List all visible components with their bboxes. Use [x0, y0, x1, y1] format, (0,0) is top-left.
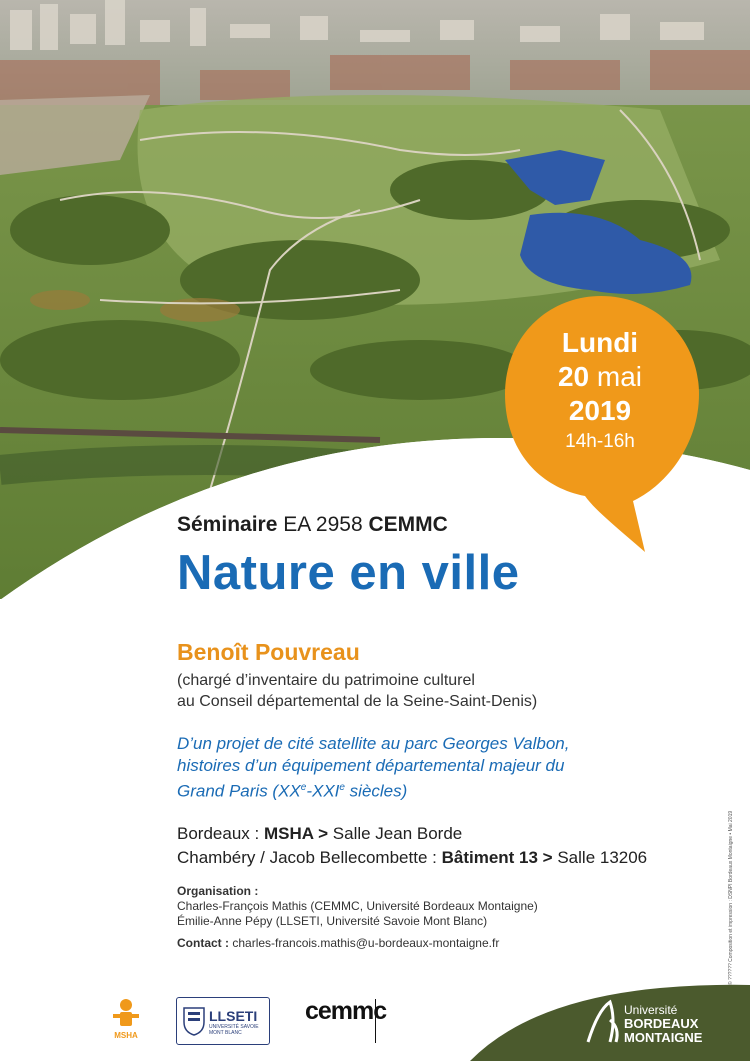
- venue-city: Bordeaux :: [177, 824, 260, 843]
- talk-title-line: histoires d’un équipement départemental majeur du: [177, 756, 565, 775]
- talk-title-line: [177, 777, 737, 803]
- cemmc-logo-text: cemmc: [305, 997, 387, 1025]
- msha-logo: [110, 996, 142, 1046]
- date-day-month: [535, 360, 665, 394]
- university-logo-text: [624, 1003, 702, 1045]
- talk-text: -XXI: [306, 781, 340, 801]
- talk-text: siècles): [344, 781, 408, 801]
- venue-city: Chambéry / Jacob Bellecombette :: [177, 848, 437, 867]
- llseti-logo-sub-line: MONT BLANC: [209, 1030, 242, 1036]
- seminar-lab: CEMMC: [368, 513, 448, 536]
- contact-email[interactable]: charles-francois.mathis@u-bordeaux-montaigne.fr: [232, 936, 500, 950]
- university-name-line: Université: [624, 1003, 678, 1017]
- organisation-label: Organisation :: [177, 884, 259, 898]
- speaker-role: [177, 670, 737, 712]
- speaker-role-line: au Conseil départemental de la Seine-Saint-Denis): [177, 693, 538, 710]
- cemmc-logo-divider: [375, 999, 391, 1043]
- venue-room: Salle 13206: [557, 848, 648, 867]
- date-day: Lundi: [561, 327, 639, 358]
- university-name-line: MONTAIGNE: [624, 1030, 703, 1045]
- organiser-line: Émilie-Anne Pépy (LLSETI, Université Savoie Mont Blanc): [177, 914, 488, 928]
- page-title: Nature en ville: [177, 546, 520, 600]
- cemmc-logo: [305, 997, 397, 1047]
- seminar-heading: [177, 512, 737, 538]
- date-year: 2019: [568, 395, 632, 426]
- organisation-block: [177, 884, 737, 929]
- side-credit: © ?????? Composition et impression : DSNPI Bordeaux Montaigne • Mai 2019: [728, 810, 734, 985]
- talk-superscript: e: [300, 782, 307, 793]
- msha-logo-text: MSHA: [114, 1031, 138, 1040]
- venue-building: Bâtiment 13 >: [441, 848, 553, 867]
- organiser-line: Charles-François Mathis (CEMMC, Université Bordeaux Montaigne): [177, 899, 538, 913]
- venue-line: [177, 846, 737, 870]
- seminar-code: EA 2958: [283, 513, 363, 536]
- talk-title-line: D’un projet de cité satellite au parc Georges Valbon,: [177, 734, 570, 753]
- speaker-role-line: (chargé d’inventaire du patrimoine culturel: [177, 672, 475, 689]
- speaker-name: Benoît Pouvreau: [177, 639, 360, 665]
- llseti-logo-sub-line: UNIVERSITÉ SAVOIE: [209, 1024, 259, 1030]
- llseti-logo-text: LLSETI: [209, 1008, 258, 1024]
- talk-text: Grand Paris (XX: [177, 781, 301, 801]
- date-time: 14h-16h: [565, 431, 635, 452]
- venue-building: MSHA >: [263, 824, 329, 843]
- venue-line: [177, 822, 737, 846]
- date-month: mai: [596, 361, 643, 392]
- date-block: [535, 326, 665, 454]
- venue-room: Salle Jean Borde: [332, 824, 463, 843]
- shield-icon: [183, 1006, 205, 1036]
- contact-line: [177, 936, 737, 951]
- llseti-logo: [176, 997, 270, 1045]
- talk-title: [177, 733, 737, 803]
- venue-block: [177, 822, 737, 870]
- llseti-logo-sub: [209, 1024, 259, 1036]
- seminar-prefix: Séminaire: [177, 513, 278, 536]
- contact-label: Contact :: [177, 936, 229, 950]
- talk-superscript: e: [339, 782, 345, 793]
- date-day-number: 20: [557, 361, 590, 392]
- university-corner: [470, 980, 750, 1061]
- university-name-line: BORDEAUX: [624, 1016, 699, 1031]
